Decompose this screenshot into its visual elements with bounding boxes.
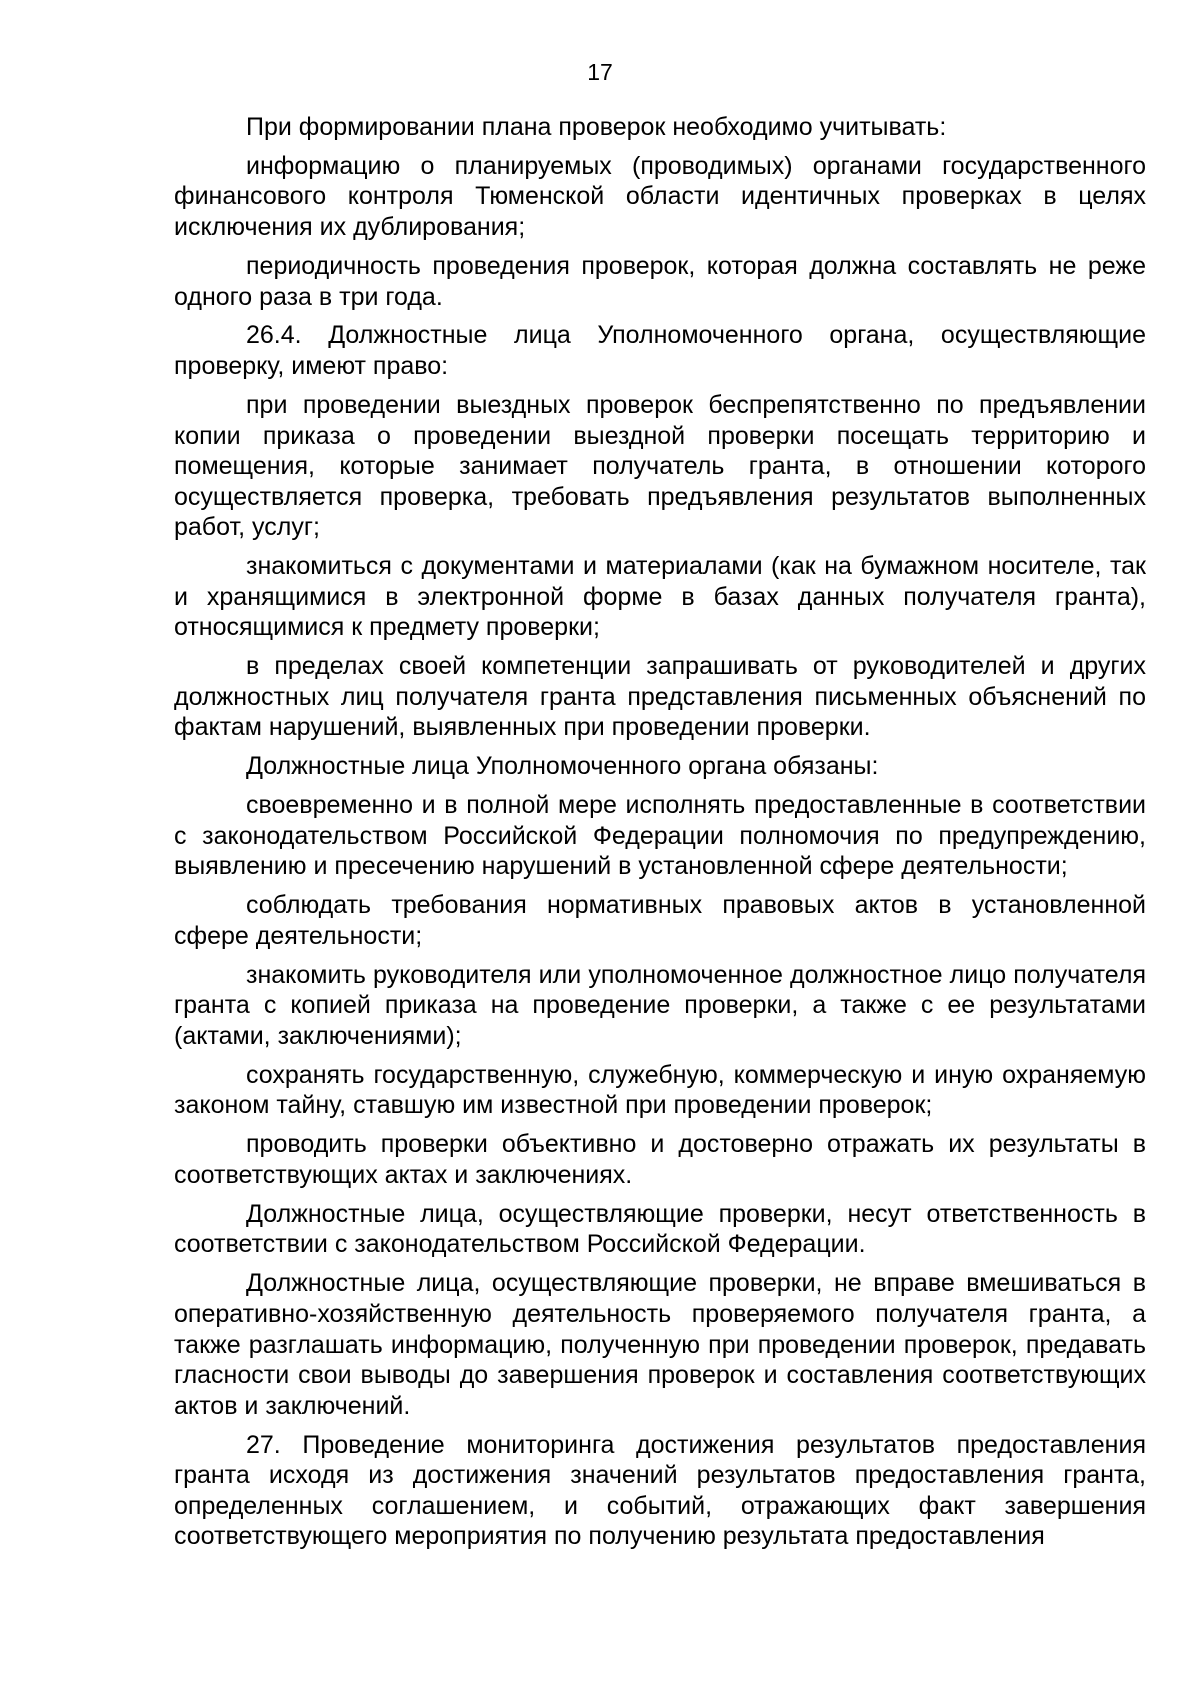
paragraph: своевременно и в полной мере исполнять предоставленные в соответствии с законодательством Российской Федерации полномочия по предупреждению, выявлению и пресечению нарушений в установленной сфере деятельности;	[174, 791, 1146, 881]
paragraph: при проведении выездных проверок беспрепятственно по предъявлении копии приказа о проведении выездной проверки посещать территорию и помещения, которые занимает получатель гранта, в отношении которого осуществляется проверка, требовать предъявления результатов выполненных работ, услуг;	[174, 390, 1146, 542]
paragraph: знакомиться с документами и материалами (как на бумажном носителе, так и хранящимися в электронной форме в базах данных получателя гранта), относящимися к предмету проверки;	[174, 552, 1146, 642]
paragraph: Должностные лица, осуществляющие проверки, не вправе вмешиваться в оперативно-хозяйственную деятельность проверяемого получателя гранта, а также разглашать информацию, полученную при проведении проверок, предавать гласности свои выводы до завершения проверок и составления соответствующих актов и заключений.	[174, 1269, 1146, 1420]
document-body	[174, 112, 1146, 1552]
paragraph: знакомить руководителя или уполномоченное должностное лицо получателя гранта с копией приказа на проведение проверки, а также с ее результатами (актами, заключениями);	[174, 960, 1146, 1050]
paragraph: информацию о планируемых (проводимых) органами государственного финансового контроля Тюменской области идентичных проверках в целях исключения их дублирования;	[174, 151, 1146, 242]
paragraph: соблюдать требования нормативных правовых актов в установленной сфере деятельности;	[174, 891, 1146, 950]
paragraph: в пределах своей компетенции запрашивать от руководителей и других должностных лиц получателя гранта представления письменных объяснений по фактам нарушений, выявленных при проведении проверки.	[174, 652, 1146, 742]
paragraph: 26.4. Должностные лица Уполномоченного органа, осуществляющие проверку, имеют право:	[174, 321, 1146, 381]
paragraph: сохранять государственную, служебную, коммерческую и иную охраняемую законом тайну, ставшую им известной при проведении проверок;	[174, 1060, 1146, 1120]
paragraph: периодичность проведения проверок, которая должна составлять не реже одного раза в три года.	[174, 251, 1146, 311]
paragraph: 27. Проведение мониторинга достижения результатов предоставления гранта исходя из достижения значений результатов предоставления гранта, определенных соглашением, и событий, отражающих факт завершения соответствующего мероприятия по получению результата предоставления	[174, 1430, 1146, 1551]
page-number: 17	[587, 59, 613, 85]
paragraph: проводить проверки объективно и достоверно отражать их результаты в соответствующих актах и заключениях.	[174, 1130, 1146, 1189]
paragraph: Должностные лица Уполномоченного органа обязаны:	[246, 752, 879, 781]
paragraph: Должностные лица, осуществляющие проверки, несут ответственность в соответствии с законодательством Российской Федерации.	[174, 1199, 1146, 1259]
paragraph: При формировании плана проверок необходимо учитывать:	[246, 113, 947, 141]
